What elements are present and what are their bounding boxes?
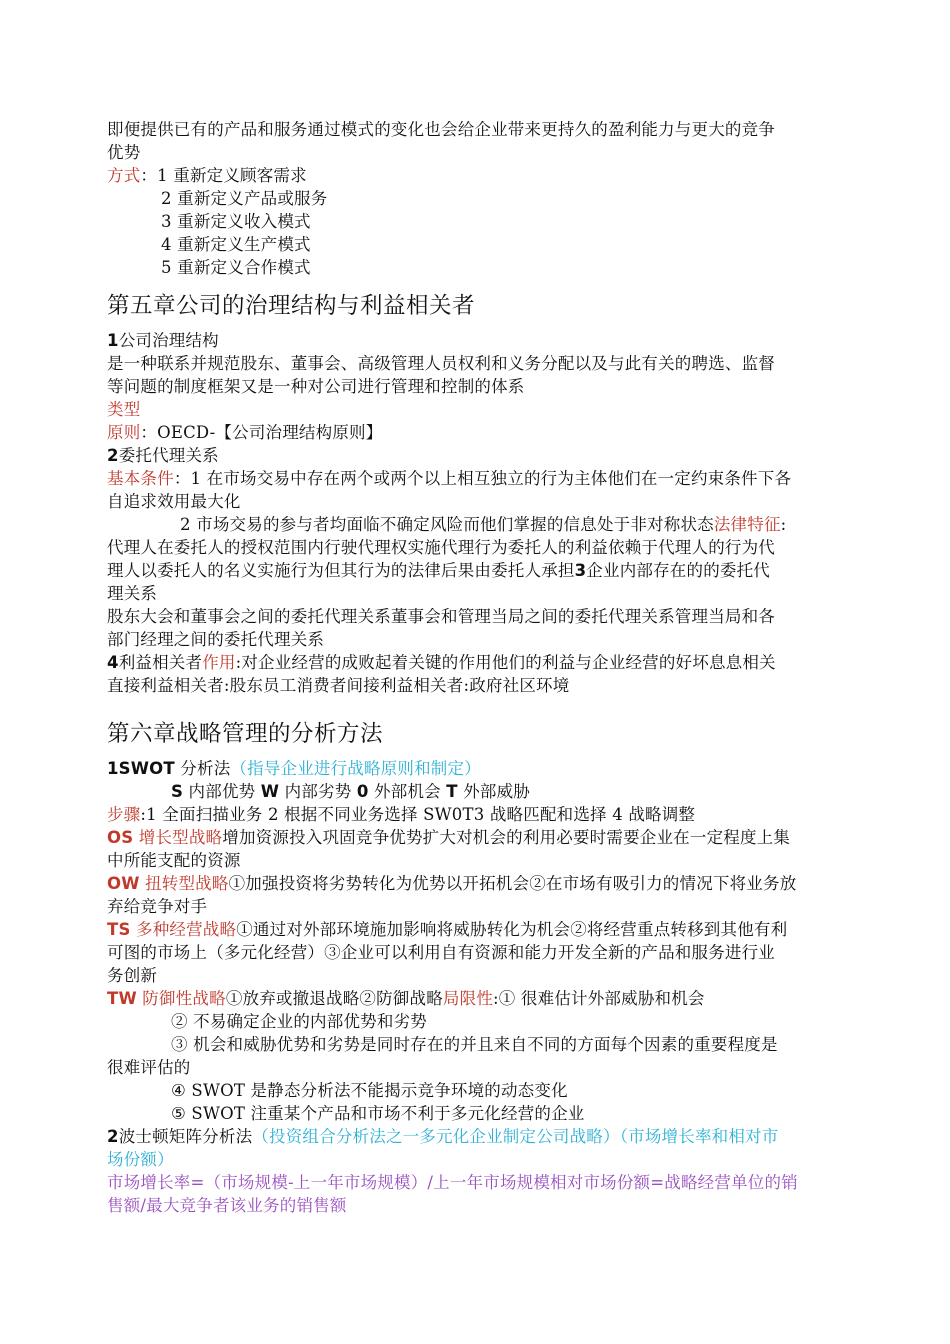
paragraph-line: 等问题的制度框架又是一种对公司进行管理和控制的体系 <box>107 377 525 396</box>
method-item: 4 重新定义生产模式 <box>161 235 311 254</box>
section-heading: 1SWOT 分析法（指导企业进行战略原则和制定） <box>107 759 481 778</box>
limit-item: ⑤ SWOT 注重某个产品和市场不利于多元化经营的企业 <box>171 1104 585 1123</box>
paragraph-line: 是一种联系并规范股东、董事会、高级管理人员权利和义务分配以及与此有关的聘选、监督 <box>107 354 775 373</box>
paragraph-line: 弃给竞争对手 <box>107 897 208 916</box>
limit-item: ② 不易确定企业的内部优势和劣势 <box>171 1012 427 1031</box>
section-heading: 4利益相关者作用:对企业经营的成败起着关键的作用他们的利益与企业经营的好坏息息相关 <box>107 653 776 672</box>
paragraph-line: 代理人在委托人的授权范围内行驶代理权实施代理行为委托人的利益依赖于代理人的行为代 <box>107 538 775 557</box>
strategy-line: TW 防御性战略①放弃或撤退战略②防御战略局限性:① 很难估计外部威胁和机会 <box>107 989 705 1008</box>
method-item: 1 重新定义顾客需求 <box>157 166 307 185</box>
paragraph-line: 务创新 <box>107 966 158 985</box>
basic-conditions-line: 基本条件：1 在市场交易中存在两个或两个以上相互独立的行为主体他们在一定约束条件下各 <box>107 469 792 488</box>
chapter-6-heading: 第六章战略管理的分析方法 <box>107 721 384 747</box>
swot-legend: S 内部优势 W 内部劣势 0 外部机会 T 外部威胁 <box>171 782 531 801</box>
section-heading: 1公司治理结构 <box>107 331 219 350</box>
paragraph-line: 中所能支配的资源 <box>107 851 241 870</box>
paragraph-line: 场份额） <box>107 1150 174 1169</box>
paragraph-line: 理关系 <box>107 584 158 603</box>
method-item: 2 重新定义产品或服务 <box>161 189 328 208</box>
section-heading: 2委托代理关系 <box>107 446 219 465</box>
steps-line: 步骤:1 全面扫描业务 2 根据不同业务选择 SW0T3 战略匹配和选择 4 战略调整 <box>107 805 696 824</box>
method-item: 3 重新定义收入模式 <box>161 212 311 231</box>
method-line: 方式：1 重新定义顾客需求 <box>107 166 307 185</box>
chapter-5-heading: 第五章公司的治理结构与利益相关者 <box>107 293 476 319</box>
principle-line: 原则：OECD-【公司治理结构原则】 <box>107 423 383 442</box>
limit-item: ④ SWOT 是静态分析法不能揭示竞争环境的动态变化 <box>171 1081 568 1100</box>
paragraph-line: 部门经理之间的委托代理关系 <box>107 630 325 649</box>
strategy-line: OW 扭转型战略①加强投资将劣势转化为优势以开拓机会②在市场有吸引力的情况下将业务放 <box>107 874 797 893</box>
legal-label: 法律特征 <box>713 515 781 534</box>
method-label: 方式 <box>107 166 141 185</box>
type-label: 类型 <box>107 400 141 419</box>
limit-item: ③ 机会和威胁优势和劣势是同时存在的并且来自不同的方面每个因素的重要程度是 <box>171 1035 778 1054</box>
paragraph-line: 很难评估的 <box>107 1058 191 1077</box>
paragraph-line: 直接利益相关者:股东员工消费者间接利益相关者:政府社区环境 <box>107 676 570 695</box>
paragraph-line: 可图的市场上（多元化经营）③企业可以利用自有资源和能力开发全新的产品和服务进行业 <box>107 943 775 962</box>
method-item: 5 重新定义合作模式 <box>161 258 311 277</box>
paragraph-line: 股东大会和董事会之间的委托代理关系董事会和管理当局之间的委托代理关系管理当局和各 <box>107 607 775 626</box>
intro-line: 优势 <box>107 143 141 162</box>
intro-line: 即便提供已有的产品和服务通过模式的变化也会给企业带来更持久的盈利能力与更大的竞争 <box>107 120 775 139</box>
paragraph-line: 2 市场交易的参与者均面临不确定风险而他们掌握的信息处于非对称状态法律特征: <box>180 515 787 534</box>
section-heading: 2波士顿矩阵分析法（投资组合分析法之一多元化企业制定公司战略）（市场增长率和相对市 <box>107 1127 779 1146</box>
paragraph-line: 自追求效用最大化 <box>107 492 241 511</box>
strategy-line: TS 多种经营战略①通过对外部环境施加影响将威胁转化为机会②将经营重点转移到其他有利 <box>107 920 788 939</box>
paragraph-line: 理人以委托人的名义实施行为但其行为的法律后果由委托人承担3企业内部存在的的委托代 <box>107 561 770 580</box>
document-page <box>107 118 847 1217</box>
formula-line: 市场增长率=（市场规模-上一年市场规模）/上一年市场规模相对市场份额=战略经营单位的销 <box>107 1173 798 1192</box>
strategy-line: OS 增长型战略增加资源投入巩固竞争优势扩大对机会的利用必要时需要企业在一定程度上集 <box>107 828 791 847</box>
formula-line: 售额/最大竞争者该业务的销售额 <box>107 1196 347 1215</box>
